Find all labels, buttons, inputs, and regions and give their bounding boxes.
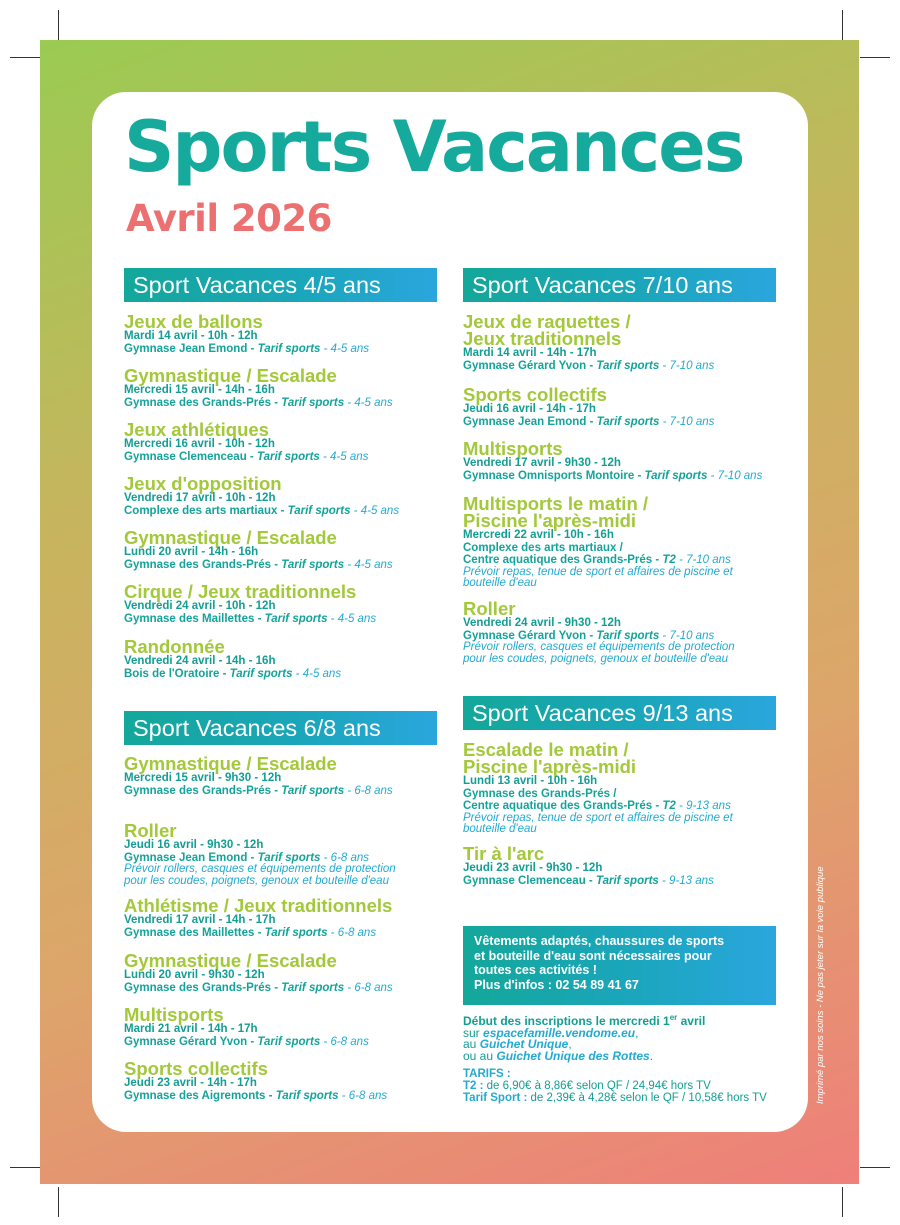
activity-title: Roller <box>124 820 177 841</box>
poster-subtitle: Avril 2026 <box>126 197 332 240</box>
activity-venue: Gymnase des Grands-Prés <box>124 784 272 797</box>
activity <box>124 897 464 939</box>
activity <box>124 313 464 355</box>
poster-title: Sports Vacances <box>124 106 744 188</box>
activity-title: Athlétisme / Jeux traditionnels <box>124 895 393 916</box>
activity-venue: Gymnase des Grands-Prés <box>124 981 272 994</box>
activity-age: 6-8 ans <box>348 1089 388 1102</box>
activity-venue: Centre aquatique des Grands-Prés <box>463 554 653 566</box>
info-line: Plus d'infos : 02 54 89 41 67 <box>474 977 639 992</box>
activity-venue-line: Gymnase des Aigremonts - Tarif sports - 6-8 ans <box>124 1089 388 1102</box>
activity-title: Gymnastique / Escalade <box>124 365 337 386</box>
activity-date: Mardi 14 avril - 14h - 17h <box>463 347 597 359</box>
inscriptions-guichet-rottes: ou au Guichet Unique des Rottes. <box>463 1048 654 1063</box>
activity-title: Jeux traditionnels <box>463 328 622 349</box>
activity-age: 4-5 ans <box>337 612 377 625</box>
activity-venue-line: Gymnase des Grands-Prés - Tarif sports - 4-5 ans <box>124 558 393 571</box>
activity <box>124 1060 464 1102</box>
activity-note: pour les coudes, poignets, genoux et bouteille d'eau <box>124 874 389 887</box>
activity <box>124 822 464 887</box>
activity-venue: Gymnase des Maillettes <box>124 612 255 625</box>
activity-venue: Gymnase Gérard Yvon <box>463 359 587 372</box>
activity-venue-line: Centre aquatique des Grands-Prés - T2 - 7-10 ans <box>463 554 731 566</box>
crop-mark <box>860 1167 890 1168</box>
activity-date: Mardi 21 avril - 14h - 17h <box>124 1023 258 1035</box>
activity-title: Jeux de raquettes / <box>463 311 631 332</box>
activity-tarif: Tarif sports <box>281 784 345 797</box>
crop-mark <box>58 10 59 40</box>
activity-age: 4-5 ans <box>330 342 370 355</box>
activity-title: Roller <box>463 598 516 619</box>
activity-venue: Gymnase des Grands-Prés <box>124 396 272 409</box>
activity-date: Jeudi 23 avril - 14h - 17h <box>124 1077 257 1089</box>
activity-venue: Gymnase Omnisports Montoire <box>463 469 635 482</box>
activity-tarif: Tarif sports <box>256 450 320 463</box>
activity-tarif: Tarif sports <box>595 874 659 887</box>
activity <box>124 952 464 994</box>
tarifs-block <box>463 1068 793 1104</box>
info-box <box>463 926 776 1005</box>
activity-tarif: Tarif sports <box>596 629 660 642</box>
activity-tarif: Tarif sports <box>596 359 660 372</box>
activity-venue: Gymnase Gérard Yvon <box>463 629 587 642</box>
activity-venue: Centre aquatique des Grands-Prés <box>463 800 653 812</box>
activity-age: 6-8 ans <box>354 981 393 994</box>
activity-venue-line: Gymnase des Grands-Prés - Tarif sports - 6-8 ans <box>124 784 393 797</box>
activity-age: 4-5 ans <box>354 558 393 571</box>
activity-date: Vendredi 24 avril - 10h - 12h <box>124 600 276 612</box>
activity-venue-line: Complexe des arts martiaux - Tarif sports - 4-5 ans <box>124 504 400 517</box>
activity-note: bouteille d'eau <box>463 823 537 835</box>
activity-tarif: Tarif sports <box>287 504 351 517</box>
activity-venue: Gymnase Gérard Yvon <box>124 1035 248 1048</box>
age-section <box>463 268 816 688</box>
activity-note: Prévoir rollers, casques et équipements de protection <box>463 641 735 653</box>
activity-note: Prévoir rollers, casques et équipements de protection <box>124 863 396 875</box>
activity-venue-line: Gymnase Jean Emond - Tarif sports - 4-5 ans <box>124 342 370 355</box>
activity-venue: Gymnase Jean Emond <box>124 342 248 355</box>
activity-venue: Gymnase Clemenceau <box>463 874 586 887</box>
age-section <box>124 268 477 688</box>
site-link[interactable]: espacefamille.vendome.eu <box>483 1025 636 1040</box>
activity-age: 4-5 ans <box>360 504 400 517</box>
activity-age: 4-5 ans <box>330 450 369 463</box>
activity-venue-line: Gymnase Gérard Yvon - Tarif sports - 7-10 ans <box>463 359 715 372</box>
activity-venue-line: Gymnase des Grands-Prés - Tarif sports - 6-8 ans <box>124 981 393 994</box>
guichet-rottes-link[interactable]: Guichet Unique des Rottes <box>496 1048 650 1063</box>
activity <box>463 386 803 428</box>
activity <box>463 313 803 372</box>
activity-venue-line: Centre aquatique des Grands-Prés - T2 - 9-13 ans <box>463 800 731 812</box>
activity-title: Tir à l'arc <box>463 843 545 864</box>
activity-age: 7-10 ans <box>686 554 731 566</box>
activity <box>124 638 464 680</box>
activity-tarif: Tarif sports <box>644 469 708 482</box>
tarif-t2: T2 : de 6,90€ à 8,86€ selon QF / 24,94€ hors TV <box>463 1080 711 1092</box>
activity <box>124 529 464 571</box>
activity-title: Gymnastique / Escalade <box>124 527 337 548</box>
activity-age: 9-13 ans <box>686 800 731 812</box>
activity-tarif: T2 <box>662 554 676 566</box>
activity-title: Escalade le matin / <box>463 739 629 760</box>
crop-mark <box>58 1187 59 1217</box>
tarifs-heading: TARIFS : <box>463 1068 511 1080</box>
activity-venue: Gymnase des Maillettes <box>124 926 255 939</box>
activity-note: pour les coudes, poignets, genoux et bouteille d'eau <box>463 652 728 665</box>
activity-venue: Gymnase Jean Emond <box>124 851 248 864</box>
activity-age: 6-8 ans <box>330 1035 369 1048</box>
activity-age: 7-10 ans <box>669 415 715 428</box>
activity-title: Jeux de ballons <box>124 311 263 332</box>
activity-title: Sports collectifs <box>463 384 607 405</box>
activity-age: 4-5 ans <box>354 396 393 409</box>
activity-title: Cirque / Jeux traditionnels <box>124 581 357 602</box>
activity-tarif: Tarif sports <box>596 415 660 428</box>
guichet-link[interactable]: Guichet Unique <box>479 1037 569 1051</box>
activity-age: 7-10 ans <box>717 469 763 482</box>
activity-title: Jeux d'opposition <box>124 473 282 494</box>
activity-date: Vendredi 17 avril - 10h - 12h <box>124 492 276 504</box>
activity-venue-line: Gymnase Clemenceau - Tarif sports - 9-13 ans <box>463 874 714 887</box>
info-line: Vêtements adaptés, chaussures de sports <box>474 934 725 948</box>
activity <box>124 583 464 625</box>
activity-date: Lundi 13 avril - 10h - 16h <box>463 775 598 787</box>
activity-date: Jeudi 16 avril - 9h30 - 12h <box>124 839 264 851</box>
activity-tarif: Tarif sports <box>281 981 345 994</box>
info-line: et bouteille d'eau sont nécessaires pour <box>474 948 712 963</box>
activity-title: Piscine l'après-midi <box>463 510 637 531</box>
activity-date: Jeudi 23 avril - 9h30 - 12h <box>463 862 603 874</box>
activity-title: Gymnastique / Escalade <box>124 950 337 971</box>
activity-tarif: Tarif sports <box>257 1035 321 1048</box>
section-heading: Sport Vacances 9/13 ans <box>463 696 776 730</box>
crop-mark <box>860 57 890 58</box>
activity-title: Piscine l'après-midi <box>463 756 637 777</box>
activity <box>463 440 803 482</box>
activity-venue-line: Gymnase des Grands-Prés - Tarif sports - 4-5 ans <box>124 396 393 409</box>
activity-note: bouteille d'eau <box>463 577 537 589</box>
side-note: Imprimé par nos soins - Ne pas jeter sur la voie publique <box>815 866 826 1104</box>
activity-age: 4-5 ans <box>302 667 342 680</box>
activity-venue-line: Gymnase Jean Emond - Tarif sports - 6-8 ans <box>124 851 370 864</box>
crop-mark <box>842 1187 843 1217</box>
section-heading: Sport Vacances 7/10 ans <box>463 268 776 302</box>
activity-date: Vendredi 17 avril - 14h - 17h <box>124 914 276 926</box>
info-line: toutes ces activités ! <box>474 963 597 977</box>
activity-tarif: Tarif sports <box>281 396 345 409</box>
activity <box>124 475 464 517</box>
activity-venue-line: Gymnase Jean Emond - Tarif sports - 7-10 ans <box>463 415 715 428</box>
activity-venue-line: Gymnase des Maillettes - Tarif sports - 6-8 ans <box>124 926 377 939</box>
activity-date: Lundi 20 avril - 14h - 16h <box>124 546 259 558</box>
activity <box>124 421 464 463</box>
activity-date: Vendredi 17 avril - 9h30 - 12h <box>463 457 621 469</box>
activity-age: 9-13 ans <box>669 874 714 887</box>
activity <box>463 495 803 590</box>
activity-note: Prévoir repas, tenue de sport et affaires de piscine et <box>463 811 733 824</box>
activity-age: 7-10 ans <box>669 359 715 372</box>
activity-venue-line: Bois de l'Oratoire - Tarif sports - 4-5 ans <box>124 667 342 680</box>
activity <box>124 755 464 797</box>
activity-title: Multisports le matin / <box>463 493 649 514</box>
activity-venue: Gymnase Clemenceau <box>124 450 247 463</box>
activity-age: 7-10 ans <box>669 629 715 642</box>
activity-tarif: Tarif sports <box>257 342 321 355</box>
activity-title: Sports collectifs <box>124 1058 268 1079</box>
inscriptions-site: sur espacefamille.vendome.eu, <box>463 1025 639 1040</box>
activity-age: 6-8 ans <box>337 926 377 939</box>
activity <box>124 1006 464 1048</box>
activity-date: Mercredi 15 avril - 9h30 - 12h <box>124 772 282 784</box>
section-heading: Sport Vacances 6/8 ans <box>124 711 437 745</box>
activity-age: 6-8 ans <box>330 851 370 864</box>
activity-date: Vendredi 24 avril - 14h - 16h <box>124 655 276 667</box>
activity-note: Prévoir repas, tenue de sport et affaires de piscine et <box>463 565 733 578</box>
activity-title: Multisports <box>463 438 563 459</box>
activity-venue: Bois de l'Oratoire <box>124 667 220 680</box>
activity-date: Vendredi 24 avril - 9h30 - 12h <box>463 617 621 629</box>
activity-title: Jeux athlétiques <box>124 419 269 440</box>
activity-venue-line: Gymnase des Maillettes - Tarif sports - 4-5 ans <box>124 612 377 625</box>
activity-tarif: Tarif sports <box>281 558 345 571</box>
activity-venue-secondary: Gymnase des Grands-Prés / <box>463 787 617 800</box>
crop-mark <box>10 1167 40 1168</box>
activity-venue: Gymnase des Aigremonts <box>124 1089 266 1102</box>
activity-venue: Gymnase des Grands-Prés <box>124 558 272 571</box>
inscriptions-block <box>463 1012 783 1062</box>
activity-age: 6-8 ans <box>354 784 393 797</box>
activity-date: Mercredi 15 avril - 14h - 16h <box>124 384 275 396</box>
activity-tarif: Tarif sports <box>229 667 293 680</box>
age-section <box>124 711 477 1131</box>
activity-date: Lundi 20 avril - 9h30 - 12h <box>124 969 265 981</box>
activity-title: Gymnastique / Escalade <box>124 753 337 774</box>
activity <box>463 741 803 836</box>
activity <box>124 367 464 409</box>
activity-tarif: Tarif sports <box>257 851 321 864</box>
inscriptions-guichet: au Guichet Unique, <box>463 1037 572 1051</box>
crop-mark <box>842 10 843 40</box>
activity-venue-line: Gymnase Gérard Yvon - Tarif sports - 7-10 ans <box>463 629 715 642</box>
activity-venue-line: Gymnase Omnisports Montoire - Tarif sports - 7-10 ans <box>463 469 763 482</box>
activity <box>463 600 803 665</box>
activity-tarif: T2 <box>662 800 676 812</box>
activity-date: Mercredi 22 avril - 10h - 16h <box>463 529 614 541</box>
activity-venue-line: Gymnase Clemenceau - Tarif sports - 4-5 ans <box>124 450 369 463</box>
activity-date: Mardi 14 avril - 10h - 12h <box>124 330 258 342</box>
section-heading: Sport Vacances 4/5 ans <box>124 268 437 302</box>
crop-mark <box>10 57 40 58</box>
activity-tarif: Tarif sports <box>264 926 328 939</box>
activity-venue: Gymnase Jean Emond <box>463 415 587 428</box>
activity-date: Mercredi 16 avril - 10h - 12h <box>124 438 275 450</box>
activity-tarif: Tarif sports <box>264 612 328 625</box>
activity <box>463 845 803 887</box>
activity-title: Randonnée <box>124 636 225 657</box>
inscriptions-start: Début des inscriptions le mercredi 1er avril <box>463 1013 706 1028</box>
activity-venue: Complexe des arts martiaux <box>124 504 278 517</box>
activity-venue-line: Gymnase Gérard Yvon - Tarif sports - 6-8 ans <box>124 1035 369 1048</box>
tarif-sport: Tarif Sport : de 2,39€ à 4,28€ selon le QF / 10,58€ hors TV <box>463 1092 767 1104</box>
activity-tarif: Tarif sports <box>275 1089 339 1102</box>
activity-venue-secondary: Complexe des arts martiaux / <box>463 541 623 554</box>
activity-title: Multisports <box>124 1004 224 1025</box>
activity-date: Jeudi 16 avril - 14h - 17h <box>463 403 596 415</box>
